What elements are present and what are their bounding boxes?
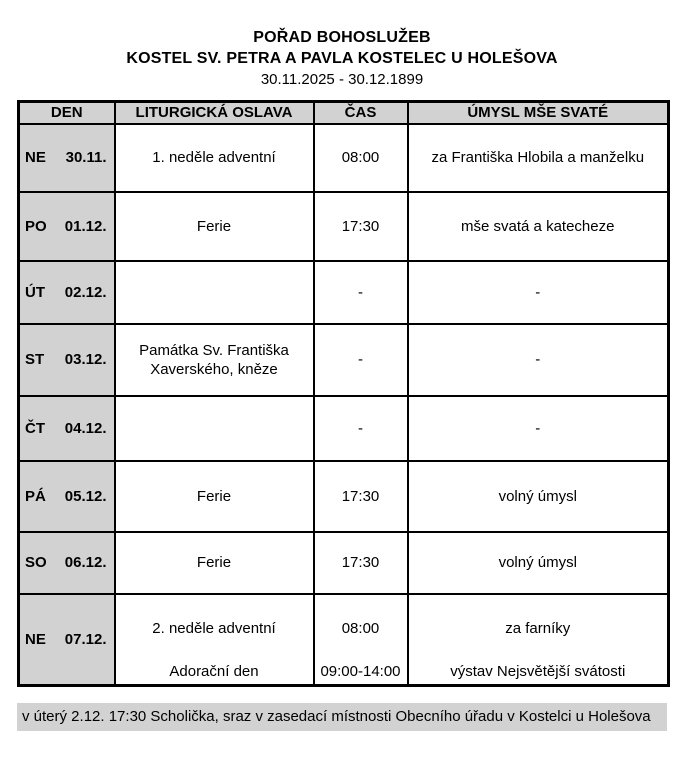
day-date: 02.12. bbox=[64, 283, 107, 301]
day-date: 07.12. bbox=[64, 630, 107, 648]
table-row bbox=[19, 461, 669, 532]
day-date: 01.12. bbox=[64, 217, 107, 235]
table-row bbox=[19, 324, 669, 396]
den-cell bbox=[19, 461, 115, 532]
oslava-cell bbox=[115, 261, 314, 324]
cas-cell: - bbox=[314, 261, 408, 324]
umysl-cell: - bbox=[408, 396, 669, 461]
schedule-table bbox=[17, 100, 670, 687]
col-header-umysl: ÚMYSL MŠE SVATÉ bbox=[408, 102, 669, 124]
den-cell bbox=[19, 532, 115, 594]
oslava-cell: Památka Sv. Františka Xaverského, kněze bbox=[115, 324, 314, 396]
oslava-cell: Ferie bbox=[115, 461, 314, 532]
day-date: 05.12. bbox=[64, 487, 107, 505]
umysl-cell: volný úmysl bbox=[408, 532, 669, 594]
den-cell bbox=[19, 396, 115, 461]
oslava-cell bbox=[115, 396, 314, 461]
day-date: 06.12. bbox=[64, 554, 107, 571]
umysl-line-1: za farníky bbox=[505, 620, 571, 638]
day-abbr: ST bbox=[25, 351, 45, 368]
table-row bbox=[19, 594, 669, 686]
col-header-oslava: LITURGICKÁ OSLAVA bbox=[115, 102, 314, 124]
day-date: 03.12. bbox=[64, 351, 107, 368]
cas-cell: 08:00 bbox=[314, 124, 408, 192]
day-abbr: PÁ bbox=[25, 487, 46, 505]
col-header-cas: ČAS bbox=[314, 102, 408, 124]
oslava-cell: Ferie bbox=[115, 192, 314, 261]
table-row bbox=[19, 532, 669, 594]
den-cell bbox=[19, 594, 115, 686]
oslava-cell: 1. neděle adventní bbox=[115, 124, 314, 192]
umysl-cell bbox=[408, 594, 669, 686]
umysl-line-2: výstav Nejsvětější svátosti bbox=[450, 663, 626, 681]
cas-cell bbox=[314, 594, 408, 686]
den-cell bbox=[19, 124, 115, 192]
day-date: 30.11. bbox=[65, 149, 107, 166]
umysl-cell: - bbox=[408, 324, 669, 396]
day-abbr: ÚT bbox=[25, 283, 45, 301]
col-header-den: DEN bbox=[19, 102, 115, 124]
day-date: 04.12. bbox=[64, 419, 107, 437]
umysl-cell: za Františka Hlobila a manželku bbox=[408, 124, 669, 192]
day-abbr: SO bbox=[25, 554, 47, 571]
oslava-line-2: Adorační den bbox=[169, 663, 259, 681]
table-row bbox=[19, 192, 669, 261]
cas-cell: 17:30 bbox=[314, 532, 408, 594]
day-abbr: PO bbox=[25, 217, 47, 235]
cas-cell: 17:30 bbox=[314, 192, 408, 261]
table-row bbox=[19, 124, 669, 192]
oslava-cell bbox=[115, 594, 314, 686]
umysl-cell: mše svatá a katecheze bbox=[408, 192, 669, 261]
document-header bbox=[0, 0, 684, 90]
day-abbr: NE bbox=[25, 149, 46, 166]
document-title: POŘAD BOHOSLUŽEB bbox=[253, 29, 431, 46]
table-header-row bbox=[19, 102, 669, 124]
umysl-cell: - bbox=[408, 261, 669, 324]
day-abbr: ČT bbox=[25, 419, 45, 437]
church-name: KOSTEL SV. PETRA A PAVLA KOSTELEC U HOLEŠOVA bbox=[126, 50, 558, 67]
cas-line-1: 08:00 bbox=[341, 620, 380, 638]
cas-cell: 17:30 bbox=[314, 461, 408, 532]
den-cell bbox=[19, 324, 115, 396]
oslava-cell: Ferie bbox=[115, 532, 314, 594]
table-row bbox=[19, 261, 669, 324]
cas-cell: - bbox=[314, 396, 408, 461]
den-cell bbox=[19, 261, 115, 324]
cas-line-2: 09:00-14:00 bbox=[320, 663, 401, 681]
footer-note: v úterý 2.12. 17:30 Scholička, sraz v zasedací místnosti Obecního úřadu v Kostelci u Holešova bbox=[17, 703, 667, 731]
table-row bbox=[19, 396, 669, 461]
den-cell bbox=[19, 192, 115, 261]
umysl-cell: volný úmysl bbox=[408, 461, 669, 532]
oslava-line-1: 2. neděle adventní bbox=[152, 620, 276, 638]
cas-cell: - bbox=[314, 324, 408, 396]
day-abbr: NE bbox=[25, 630, 46, 648]
date-range: 30.11.2025 - 30.12.1899 bbox=[260, 71, 424, 88]
